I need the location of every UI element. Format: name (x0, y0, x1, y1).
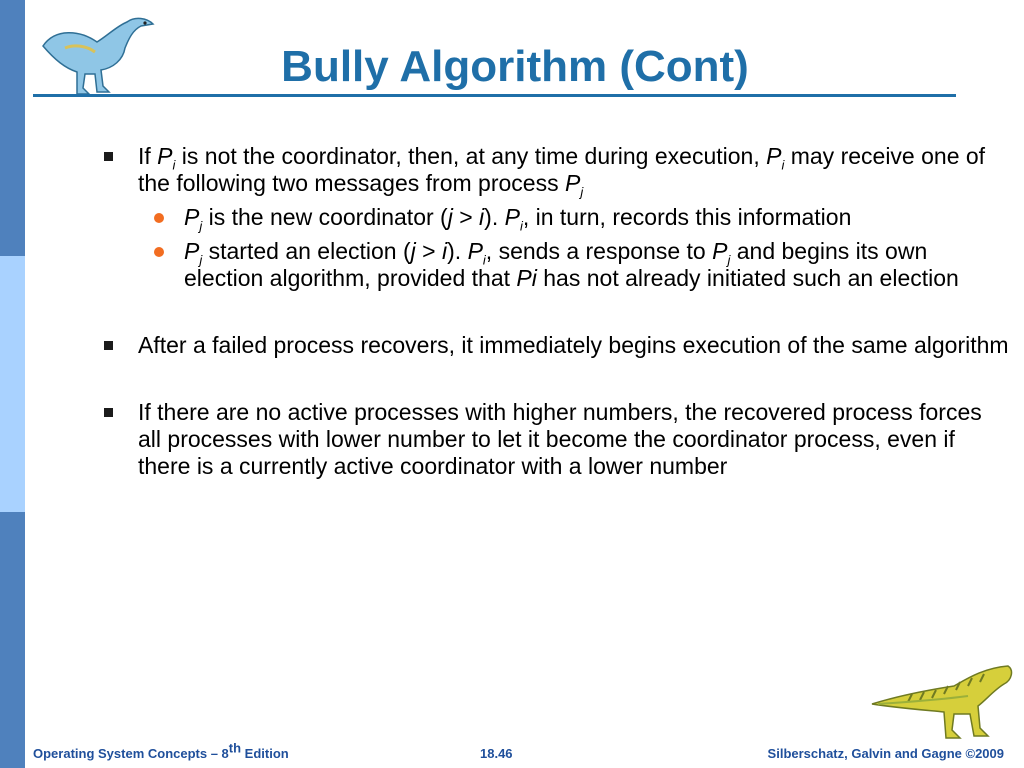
sidebar-band-bottom (0, 512, 25, 768)
bullet-1a (100, 204, 1010, 234)
bullet-3 (100, 399, 1010, 480)
square-bullet-icon (104, 152, 113, 161)
bullet-1 (100, 143, 1010, 200)
sidebar-band-middle (0, 256, 25, 512)
footer-course: Operating System Concepts – 8th Edition (33, 740, 289, 761)
dinosaur-skeleton-icon (868, 660, 1016, 742)
slide-title: Bully Algorithm (Cont) (281, 42, 749, 91)
square-bullet-icon (104, 341, 113, 350)
bullet-1a-text: $P_j$ is the new coordinator (j > i). $P_i$, in turn, records this information (184, 204, 852, 234)
bullet-1-text: If $P_i$ is not the coordinator, then, at any time during execution, $P_i$ may receive one of the following two messages from process $P_j$ (138, 143, 986, 200)
bullet-2 (100, 332, 1010, 359)
bullet-2-text: After a failed process recovers, it immediately begins execution of the same algorithm (138, 332, 1009, 358)
footer-page-number: 18.46 (480, 746, 513, 761)
bullet-3-text: If there are no active processes with higher numbers, the recovered process forces all processes with lower number to let it become the coordinator process, even if there is a currently active coordinator with a lower number (138, 399, 982, 479)
round-bullet-icon (154, 213, 164, 223)
title-underline (33, 94, 956, 97)
slide-body (100, 143, 1010, 480)
round-bullet-icon (154, 247, 164, 257)
bullet-1b (100, 238, 1010, 292)
footer-authors: Silberschatz, Galvin and Gagne ©2009 (767, 746, 1004, 761)
bullet-1b-text: $P_j$ started an election (j > i). $P_i$, sends a response to $P_j$ and begins its own election algorithm, provided that Pi has not already initiated such an election (184, 238, 959, 291)
sidebar-band-top (0, 0, 25, 256)
dinosaur-logo-icon (35, 8, 160, 96)
square-bullet-icon (104, 408, 113, 417)
